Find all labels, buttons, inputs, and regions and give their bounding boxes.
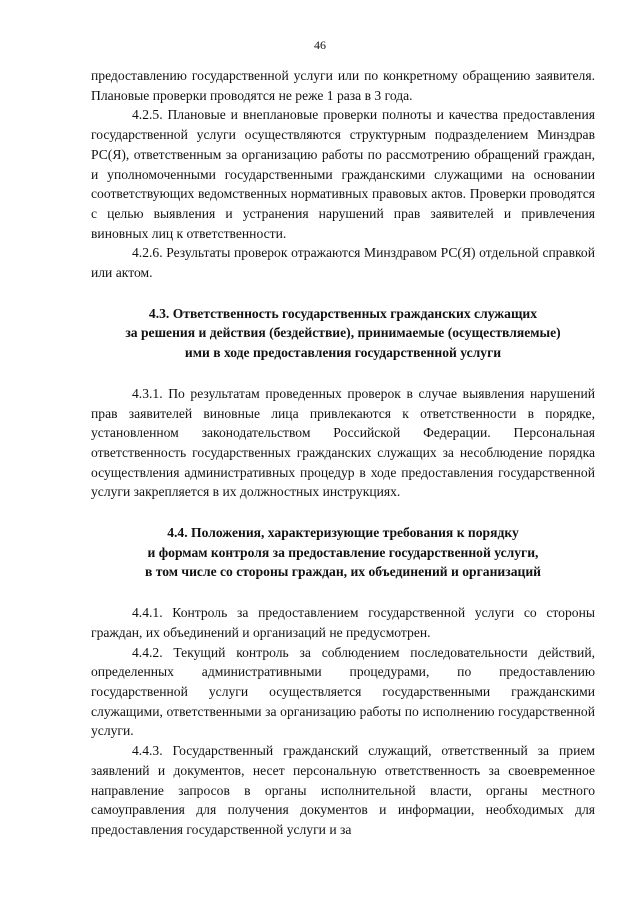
paragraph-4-4-3: 4.4.3. Государственный гражданский служащий, ответственный за прием заявлений и документов, несет персональную ответственность за своевременное направление запросов в органы исполнительной власти, органы местного самоуправления для получения документов и информации, необходимых для предоставления государственной услуги и за [91, 743, 595, 837]
paragraph-4-2-6: 4.2.6. Результаты проверок отражаются Минздравом РС(Я) отдельной справкой или актом. [91, 245, 595, 281]
heading-line: и формам контроля за предоставление государственной услуги, [147, 544, 539, 560]
paragraph-4-4-1: 4.4.1. Контроль за предоставлением государственной услуги со стороны граждан, их объединений и организаций не предусмотрен. [91, 605, 595, 640]
heading-line: ими в ходе предоставления государственной услуги [184, 345, 502, 361]
paragraph-4-3-1: 4.3.1. По результатам проведенных проверок в случае выявления нарушений прав заявителей виновные лица привлекаются к ответственности в порядке, установленном законодательством Российской Федерации. Персональная ответственность государственных гражданских служащих за несоблюдение порядка осуществления административных процедур в ходе предоставления государственной услуги закрепляется в их должностных инструкциях. [91, 385, 595, 500]
page-number: 46 [314, 38, 326, 52]
section-heading-4-3 [91, 304, 595, 363]
paragraph-4-4-2: 4.4.2. Текущий контроль за соблюдением последовательности действий, определенных административными процедурами, по предоставлению государственной услуги осуществляется государственными гражданскими служащими, ответственными за организацию работы по исполнению государственной услуги. [91, 644, 595, 739]
heading-line: в том числе со стороны граждан, их объединений и организаций [145, 564, 541, 580]
document-body [91, 66, 595, 840]
section-heading-4-4 [91, 523, 595, 582]
paragraph-4-2-5: 4.2.5. Плановые и внеплановые проверки полноты и качества предоставления государственной услуги осуществляются структурным подразделением Минздрав РС(Я), ответственным за организацию работы по рассмотрению обращений граждан, и уполномоченными государственными гражданскими служащими на основании соответствующих ведомственных нормативных правовых актов. Проверки проводятся с целью выявления и устранения нарушений прав заявителей и привлечения виновных лиц к ответственности. [91, 107, 595, 241]
heading-line: 4.3. Ответственность государственных гражданских служащих [148, 305, 538, 321]
heading-line: за решения и действия (бездействие), принимаемые (осуществляемые) [125, 325, 561, 341]
heading-line: 4.4. Положения, характеризующие требования к порядку [167, 525, 519, 541]
paragraph-continuation: предоставлению государственной услуги или по конкретному обращению заявителя. Плановые проверки проводятся не реже 1 раза в 3 года. [91, 68, 595, 103]
